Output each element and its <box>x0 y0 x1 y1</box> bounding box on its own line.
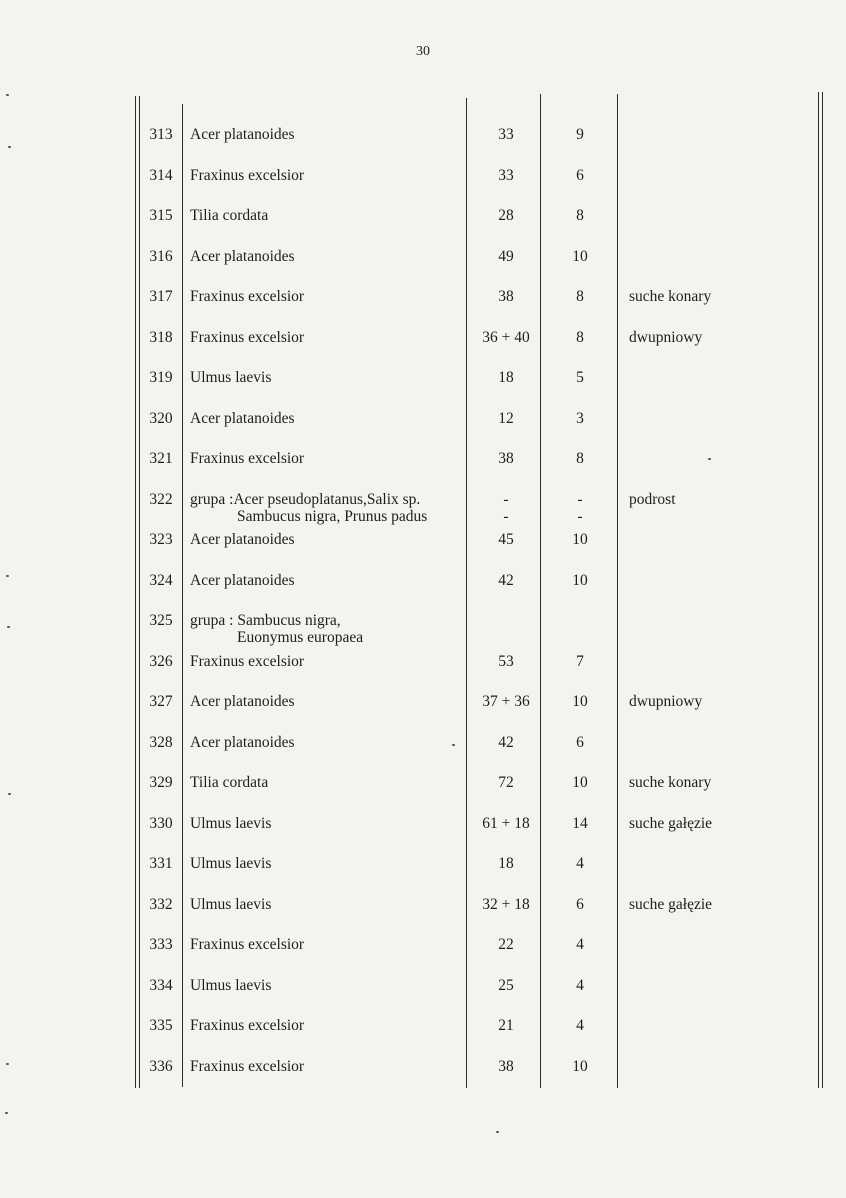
table-row <box>0 240 846 280</box>
trunk-diameter: 28 <box>498 207 514 224</box>
species-name: grupa : Sambucus nigra, <box>190 612 341 629</box>
tree-height: 4 <box>576 936 584 953</box>
table-row <box>0 321 846 361</box>
species-name-continued: Sambucus nigra, Prunus padus <box>237 507 428 525</box>
scan-speck <box>7 626 10 628</box>
tree-number: 332 <box>149 895 173 913</box>
tree-height: - <box>577 490 583 508</box>
tree-number: 313 <box>149 126 173 143</box>
tree-number: 325 <box>149 612 173 629</box>
trunk-diameter: 42 <box>498 733 514 751</box>
species-name: Acer platanoides <box>190 247 295 265</box>
table-row <box>0 1009 846 1049</box>
table-row <box>0 280 846 320</box>
table-row <box>0 726 846 766</box>
trunk-diameter: 12 <box>498 409 514 427</box>
tree-number: 322 <box>149 490 173 508</box>
species-name: Fraxinus excelsior <box>190 1017 305 1034</box>
tree-height: 6 <box>576 895 584 913</box>
species-name: grupa :Acer pseudoplatanus,Salix sp. <box>190 490 421 508</box>
trunk-diameter: 72 <box>498 774 514 791</box>
scan-speck <box>708 458 711 460</box>
trunk-diameter: 61 + 18 <box>482 814 530 832</box>
remarks: podrost <box>629 490 676 508</box>
tree-number: 327 <box>149 693 173 710</box>
scan-speck <box>8 793 11 795</box>
trunk-diameter: 33 <box>498 166 514 184</box>
species-name: Acer platanoides <box>190 693 295 710</box>
tree-height: 14 <box>572 814 588 832</box>
species-name: Fraxinus excelsior <box>190 936 305 953</box>
scan-speck <box>6 575 9 577</box>
trunk-diameter: 32 + 18 <box>482 895 530 913</box>
tree-height: 5 <box>576 369 584 386</box>
tree-number: 335 <box>149 1017 173 1034</box>
table-row <box>0 523 846 563</box>
species-name: Fraxinus excelsior <box>190 1057 305 1075</box>
table-row <box>0 685 846 725</box>
tree-number: 320 <box>149 409 173 427</box>
tree-height: 4 <box>576 855 584 872</box>
tree-number: 330 <box>149 814 173 832</box>
tree-height: 10 <box>572 693 588 710</box>
species-name: Ulmus laevis <box>190 369 272 386</box>
tree-height-continued: - <box>577 507 583 525</box>
species-name: Acer platanoides <box>190 571 295 589</box>
scan-speck <box>496 1131 499 1133</box>
trunk-diameter: 38 <box>498 288 514 305</box>
species-name: Fraxinus excelsior <box>190 166 305 184</box>
remarks: suche konary <box>629 774 712 791</box>
table-row <box>0 402 846 442</box>
remarks: dwupniowy <box>629 328 703 346</box>
trunk-diameter: 42 <box>498 571 514 589</box>
table-row <box>0 888 846 928</box>
tree-number: 319 <box>149 369 173 386</box>
species-name: Fraxinus excelsior <box>190 328 305 346</box>
trunk-diameter: 21 <box>498 1017 514 1034</box>
tree-number: 326 <box>149 652 173 670</box>
scan-speck <box>8 146 11 148</box>
table-row <box>0 645 846 685</box>
table-row <box>0 1050 846 1090</box>
species-name: Ulmus laevis <box>190 976 272 994</box>
table-row <box>0 928 846 968</box>
species-name: Fraxinus excelsior <box>190 652 305 670</box>
tree-height: 4 <box>576 1017 584 1034</box>
table-row <box>0 361 846 401</box>
species-name: Acer platanoides <box>190 531 295 548</box>
trunk-diameter: 36 + 40 <box>482 328 530 346</box>
tree-height: 8 <box>576 450 584 467</box>
trunk-diameter: 22 <box>498 936 514 953</box>
tree-height: 8 <box>576 207 584 224</box>
trunk-diameter: 49 <box>498 247 514 265</box>
trunk-diameter: 33 <box>498 126 514 143</box>
tree-height: 7 <box>576 652 584 670</box>
trunk-diameter: 18 <box>498 855 514 872</box>
tree-number: 315 <box>149 207 173 224</box>
scan-speck <box>6 94 9 96</box>
tree-number: 314 <box>149 166 173 184</box>
table-row <box>0 969 846 1009</box>
tree-height: 3 <box>576 409 584 427</box>
remarks: suche konary <box>629 288 712 305</box>
tree-height: 8 <box>576 288 584 305</box>
trunk-diameter: 53 <box>498 652 514 670</box>
tree-number: 328 <box>149 733 173 751</box>
species-name: Ulmus laevis <box>190 855 272 872</box>
scan-speck <box>5 1112 8 1114</box>
table-row <box>0 604 846 644</box>
tree-number: 333 <box>149 936 173 953</box>
table-row <box>0 199 846 239</box>
trunk-diameter: 45 <box>498 531 514 548</box>
trunk-diameter: 37 + 36 <box>482 693 530 710</box>
tree-height: 9 <box>576 126 584 143</box>
tree-height: 6 <box>576 166 584 184</box>
tree-number: 323 <box>149 531 173 548</box>
tree-number: 318 <box>149 328 173 346</box>
trunk-diameter: 18 <box>498 369 514 386</box>
page-number: 30 <box>416 44 430 59</box>
table-row <box>0 483 846 523</box>
table-row <box>0 807 846 847</box>
table-row <box>0 766 846 806</box>
species-name: Ulmus laevis <box>190 814 272 832</box>
tree-number: 334 <box>149 976 173 994</box>
tree-number: 316 <box>149 247 173 265</box>
table-row <box>0 442 846 482</box>
species-name: Acer platanoides <box>190 733 295 751</box>
remarks: suche gałęzie <box>629 814 713 832</box>
tree-height: 8 <box>576 328 584 346</box>
trunk-diameter-continued: - <box>503 507 509 525</box>
table-row <box>0 159 846 199</box>
table-row <box>0 118 846 158</box>
tree-height: 10 <box>572 571 588 589</box>
tree-number: 336 <box>149 1057 173 1075</box>
table-row <box>0 564 846 604</box>
species-name: Acer platanoides <box>190 126 295 143</box>
remarks: suche gałęzie <box>629 895 713 913</box>
species-name: Tilia cordata <box>190 207 269 224</box>
tree-height: 10 <box>572 531 588 548</box>
species-name-continued: Euonymus europaea <box>237 629 364 646</box>
species-name: Fraxinus excelsior <box>190 450 305 467</box>
species-name: Tilia cordata <box>190 774 269 791</box>
scan-speck <box>6 1063 9 1065</box>
table-row <box>0 847 846 887</box>
tree-number: 331 <box>149 855 173 872</box>
tree-height: 4 <box>576 976 584 994</box>
trunk-diameter: 25 <box>498 976 514 994</box>
tree-height: 10 <box>572 774 588 791</box>
species-name: Acer platanoides <box>190 409 295 427</box>
trunk-diameter: 38 <box>498 450 514 467</box>
tree-number: 324 <box>149 571 173 589</box>
tree-number: 317 <box>149 288 173 305</box>
species-name: Fraxinus excelsior <box>190 288 305 305</box>
tree-height: 10 <box>572 247 588 265</box>
trunk-diameter: 38 <box>498 1057 514 1075</box>
remarks: dwupniowy <box>629 693 703 710</box>
tree-number: 321 <box>149 450 173 467</box>
tree-number: 329 <box>149 774 173 791</box>
trunk-diameter: - <box>503 490 509 508</box>
tree-height: 6 <box>576 733 584 751</box>
scan-speck <box>452 744 455 746</box>
tree-height: 10 <box>572 1057 588 1075</box>
species-name: Ulmus laevis <box>190 895 272 913</box>
